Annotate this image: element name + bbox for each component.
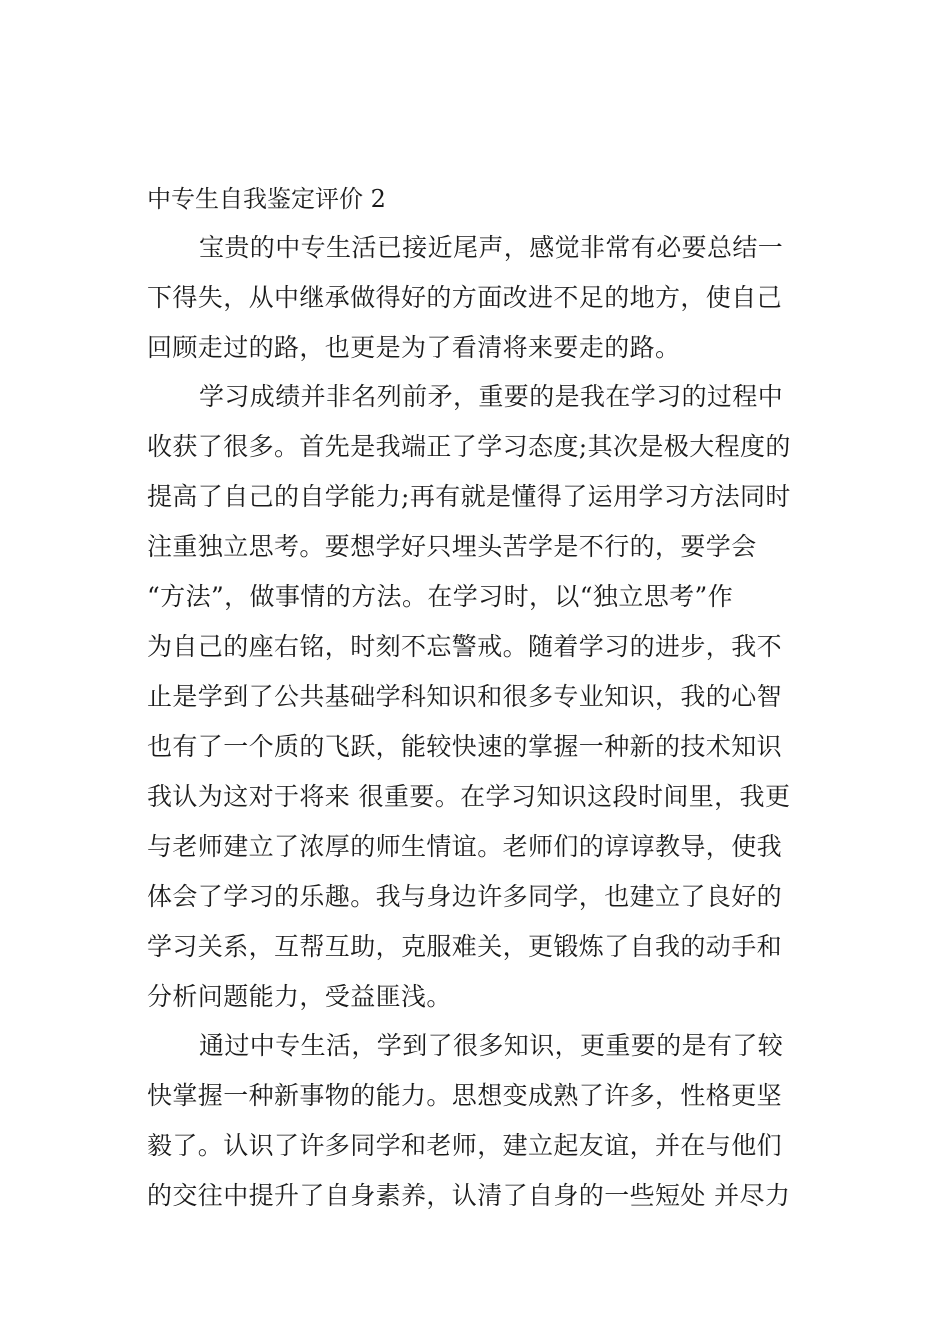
text-line: 宝贵的中专生活已接近尾声，感觉非常有必要总结一 [199, 233, 784, 262]
text-line: “方法”，做事情的方法。在学习时，以“独立思考”作 [147, 582, 734, 611]
text-line: 分析问题能力，受益匪浅。 [147, 982, 452, 1011]
text-line: 学习成绩并非名列前矛，重要的是我在学习的过程中 [199, 382, 784, 411]
text-line: 快掌握一种新事物的能力。思想变成熟了许多，性格更坚 [147, 1081, 783, 1110]
document-title: 中专生自我鉴定评价 2 [147, 185, 386, 213]
text-line: 提高了自己的自学能力;再有就是懂得了运用学习方法同时 [147, 482, 791, 511]
text-line: 也有了一个质的飞跃，能较快速的掌握一种新的技术知识 [147, 732, 783, 761]
text-line: 毅了。认识了许多同学和老师，建立起友谊，并在与他们 [147, 1131, 783, 1160]
text-line: 注重独立思考。要想学好只埋头苦学是不行的，要学会 [147, 532, 757, 561]
text-line: 与老师建立了浓厚的师生情谊。老师们的谆谆教导，使我 [147, 832, 783, 861]
text-line: 我认为这对于将来 很重要。在学习知识这段时间里，我更 [147, 782, 791, 811]
paragraph-1 [147, 223, 812, 373]
text-line: 体会了学习的乐趣。我与身边许多同学，也建立了良好的 [147, 882, 783, 911]
text-line: 学习关系，互帮互助，克服难关，更锻炼了自我的动手和 [147, 932, 783, 961]
paragraph-3 [147, 1021, 812, 1221]
paragraph-2 [147, 372, 812, 1022]
text-line: 回顾走过的路，也更是为了看清将来要走的路。 [147, 333, 681, 362]
text-line: 通过中专生活，学到了很多知识，更重要的是有了较 [199, 1031, 784, 1060]
text-line: 止是学到了公共基础学科知识和很多专业知识，我的心智 [147, 682, 783, 711]
text-line: 收获了很多。首先是我端正了学习态度;其次是极大程度的 [147, 432, 791, 461]
text-line: 的交往中提升了自身素养，认清了自身的一些短处 并尽力 [147, 1181, 791, 1210]
text-line: 下得失，从中继承做得好的方面改进不足的地方，使自己 [147, 283, 783, 312]
text-line: 为自己的座右铭，时刻不忘警戒。随着学习的进步，我不 [147, 632, 783, 661]
